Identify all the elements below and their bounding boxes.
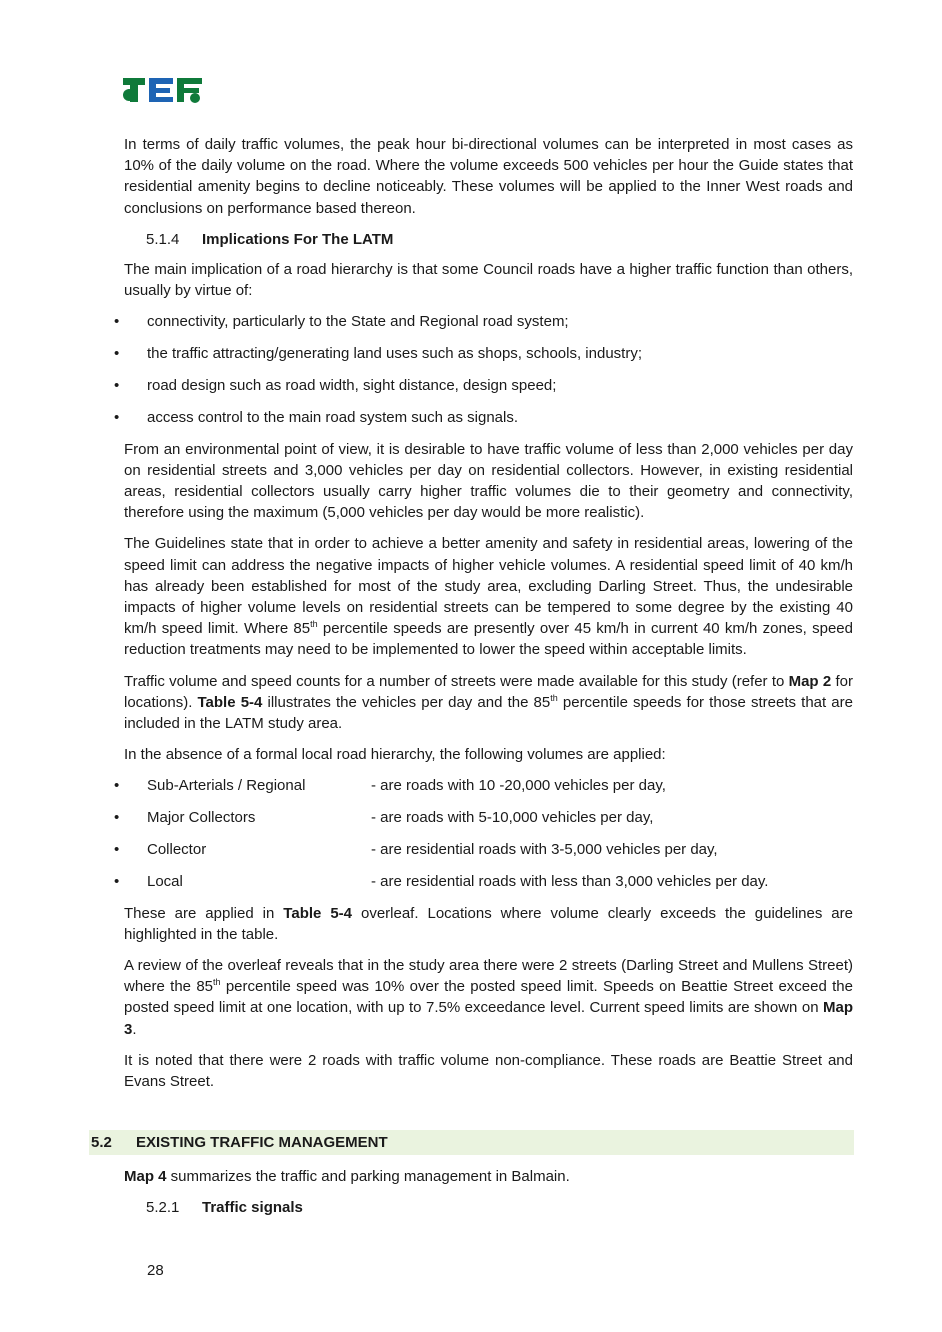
road-category-desc: - are residential roads with 3-5,000 vehicles per day,: [371, 841, 718, 859]
paragraph-map4: Map 4 summarizes the traffic and parking management in Balmain.: [124, 1168, 570, 1185]
page-number: 28: [147, 1262, 164, 1279]
subheading-title: Traffic signals: [202, 1199, 303, 1217]
list-item: • road design such as road width, sight distance, design speed;: [114, 375, 853, 396]
table-5-4-reference: Table 5-4: [283, 904, 353, 922]
list-item: [114, 807, 853, 828]
map-2-reference: Map 2: [788, 672, 832, 690]
road-category-desc: - are residential roads with less than 3,000 vehicles per day.: [371, 872, 769, 890]
road-category: • Sub-Arterials / Regional: [147, 777, 306, 795]
section-title: EXISTING TRAFFIC MANAGEMENT: [136, 1134, 388, 1151]
section-5-2-body: [124, 1166, 853, 1227]
bullet-list-road-hierarchy: [114, 775, 853, 892]
paragraph-speed-counts: Traffic volume and speed counts for a number of streets were made available for this study (refer to Map 2 for locations). Table 5-4 illustrates the vehicles per day and the 85th percentile speeds for those streets that are included in the LATM study area.: [124, 672, 853, 733]
list-item: • the traffic attracting/generating land uses such as shops, schools, industry;: [114, 343, 853, 364]
section-number: 5.2: [91, 1134, 112, 1151]
section-heading-5-2: [89, 1130, 854, 1155]
subheading-number: 5.1.4: [146, 230, 180, 248]
paragraph-implication: The main implication of a road hierarchy is that some Council roads have a higher traffic function than others, usually by virtue of:: [124, 261, 853, 300]
bullet-list-road-functions: [114, 311, 853, 428]
table-5-4-reference: Table 5-4: [197, 693, 263, 711]
page-body: [124, 134, 853, 1102]
list-item: [114, 871, 853, 892]
subheading-title: Implications For The LATM: [202, 230, 394, 248]
map-4-reference: Map 4: [124, 1168, 167, 1185]
road-category: • Major Collectors: [147, 809, 256, 827]
list-item: [114, 775, 853, 796]
road-category-desc: - are roads with 5-10,000 vehicles per day,: [371, 809, 654, 827]
logo-letter-e: [149, 78, 173, 102]
company-logo: [123, 76, 203, 104]
map-3-reference: Map 3: [124, 999, 853, 1038]
road-category-desc: - are roads with 10 -20,000 vehicles per day,: [371, 777, 666, 795]
list-item: • access control to the main road system such as signals.: [114, 407, 853, 428]
paragraph-non-compliance: It is noted that there were 2 roads with traffic volume non-compliance. These roads are Beattie Street and Evans Street.: [124, 1051, 853, 1091]
paragraph-applied: These are applied in Table 5-4 overleaf. Locations where volume clearly exceeds the guidelines are highlighted in the table.: [124, 904, 853, 943]
paragraph-guidelines: The Guidelines state that in order to achieve a better amenity and safety in residential areas, lowering of the speed limit can address the negative impacts of higher vehicle volumes. A residential speed limit of 40 km/h has already been established for most of the study area, excluding Darling Street. Thus, the undesirable impacts of higher volume levels on residential streets can be tempered to some degree by the existing 40 km/h speed limit. Where 85th percentile speeds are presently over 45 km/h in current 40 km/h zones, speed reduction treatments may need to be implemented to lower the speed within acceptable limits.: [124, 535, 853, 659]
subheading-number: 5.2.1: [146, 1199, 180, 1217]
paragraph-hierarchy-intro: In the absence of a formal local road hierarchy, the following volumes are applied:: [124, 746, 666, 764]
paragraph-environmental: From an environmental point of view, it is desirable to have traffic volume of less than 2,000 vehicles per day on residential streets and 3,000 vehicles per day on residential collectors. However, in existing residential areas, residential collectors usually carry higher traffic volumes die to their geometry and connectivity, therefore using the maximum (5,000 vehicles per day would be more realistic).: [124, 440, 853, 522]
list-item: • connectivity, particularly to the State and Regional road system;: [114, 311, 853, 332]
subheading-5-2-1: [146, 1197, 853, 1218]
paragraph-review: A review of the overleaf reveals that in the study area there were 2 streets (Darling Street and Mullens Street) where the 85th percentile speed was 10% over the posted speed limit. Speeds on Beattie Street exceed the posted speed limit at one location, with up to 7.5% exceedance level. Current speed limits are shown on Map 3.: [124, 957, 853, 1038]
paragraph-daily-volumes: In terms of daily traffic volumes, the peak hour bi-directional volumes can be interpreted in most cases as 10% of the daily volume on the road. Where the volume exceeds 500 vehicles per hour the Guide states that residential amenity begins to decline noticeably. These volumes will be applied to the Inner West roads and conclusions on performance based thereon.: [124, 136, 853, 217]
road-category: • Collector: [147, 841, 207, 859]
road-category: • Local: [147, 872, 183, 890]
subheading-5-1-4: [146, 229, 853, 250]
list-item: [114, 839, 853, 860]
